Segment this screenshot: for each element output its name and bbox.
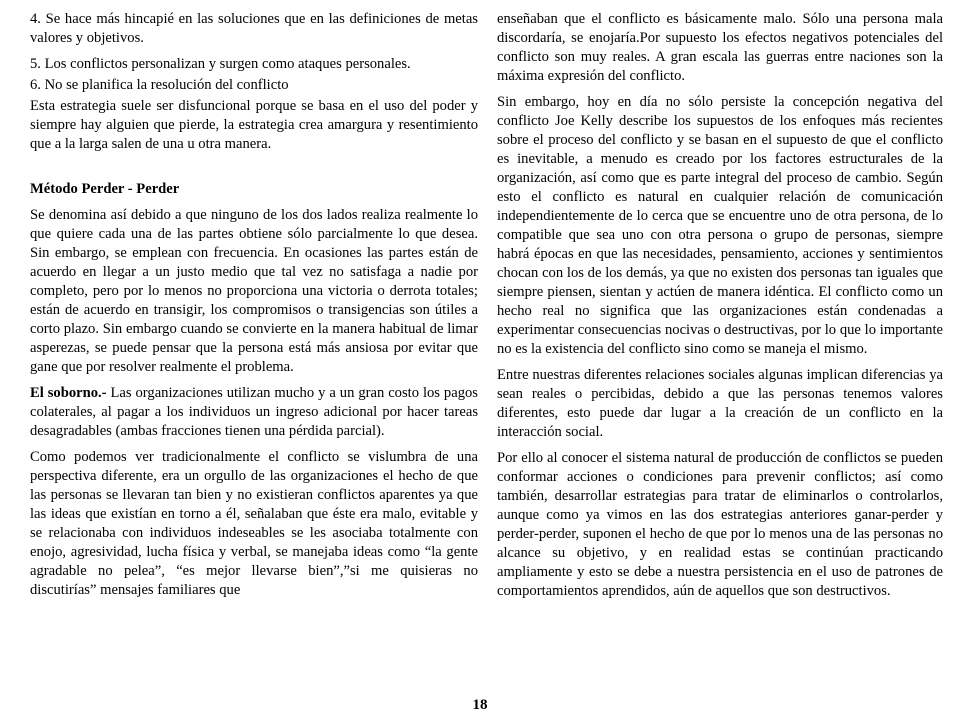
continuation-paragraph: enseñaban que el conflicto es básicamente malo. Sólo una persona mala discordaría, se enojaría.Por supuesto los efectos negativos potenciales del conflicto son muy reales. A gran escala las guerras entre naciones son la máxima expresión del conflicto. bbox=[497, 11, 943, 84]
prevention-paragraph: Por ello al conocer el sistema natural de producción de conflictos se pueden conformar acciones o condiciones para prevenir conflictos; así como también, desarrollar estrategias para tratar de eliminarlos o controlarlos, aunque como ya vimos en las dos estrategias anteriores ganar-perder y perder-perder, suponen el hecho de que por lo menos una de las personas no alcance su objetivo, y en realidad estas se continúan practicando ampliamente y esto se debe a nuestra persistencia en el uso de patrones de comportamientos aprendidos, aún de aquellos que son destructivos. bbox=[497, 450, 943, 599]
right-column bbox=[497, 10, 943, 608]
page-number: 18 bbox=[472, 697, 488, 713]
left-column bbox=[30, 10, 478, 607]
method-paragraph: Se denomina así debido a que ninguno de los dos lados realiza realmente lo que quiere cada una de las partes obtiene sólo parcialmente lo que desea. Sin embargo, se emplean con frecuencia. En ocasiones las partes están de acuerdo en llegar a un justo medio que tal vez no satisfaga a nadie por completo, pero por lo menos no proporciona una victoria o derrota totales; están de acuerdo en transigir, los compromisos o transigencias son útiles a corto plazo. Sin embargo cuando se convierte en la manera habitual de limar asperezas, se puede pensar que la persona está más ansiosa por evitar que gane que por resolver realmente el problema. bbox=[30, 207, 478, 375]
modern-view-paragraph: Sin embargo, hoy en día no sólo persiste la concepción negativa del conflicto Joe Kelly describe los supuestos de los enfoques más recientes sobre el proceso del conflicto y se basan en el supuesto de que el conflicto es inevitable, a menudo es creado por los factores estructurales de la organización, así como que es parte integral del proceso de cambio. Según esto el conflicto es natural en cualquier relación de comunicación independientemente de lo cerca que se encuentre uno de otra persona, de lo compatible que sea uno con otra persona o grupo de personas, siempre habrá épocas en que las necesidades, pensamiento, acciones y sentimientos chocan con los de los demás, ya que no existen dos personas tan iguales que siempre piensen, sientan y actúen de manera idéntica. El conflicto como un hecho real no significa que las organizaciones están condenadas a experimentar consecuencias nocivas o destructivas, por lo que lo importante no es la existencia del conflicto sino como se maneja el mismo. bbox=[497, 94, 943, 357]
relations-paragraph: Entre nuestras diferentes relaciones sociales algunas implican diferencias ya sean reales o percibidas, debido a que las personas tenemos valores diferentes, esto puede dar lugar a la creación de un conflicto en la interacción social. bbox=[497, 367, 943, 440]
list-item-6: 6. No se planifica la resolución del conflicto bbox=[30, 77, 289, 93]
soborno-title: El soborno.- bbox=[30, 385, 107, 401]
list-item-5: 5. Los conflictos personalizan y surgen como ataques personales. bbox=[30, 56, 411, 72]
section-heading-perder-perder: Método Perder - Perder bbox=[30, 181, 180, 197]
soborno-paragraph bbox=[30, 384, 478, 441]
soborno-text: Las organizaciones utilizan mucho y a un gran costo los pagos colaterales, al pagar a los individuos un ingreso adicional por hacer tareas desagradables (ambas fracciones tienen una pérdida parcial). bbox=[30, 385, 478, 439]
strategy-paragraph: Esta estrategia suele ser disfuncional porque se basa en el uso del poder y siempre hay alguien que pierde, la estrategia crea amargura y resentimiento que a la larga salen de una u otra manera. bbox=[30, 98, 478, 152]
list-item-4: 4. Se hace más hincapié en las soluciones que en las definiciones de metas valores y objetivos. bbox=[30, 11, 478, 46]
traditional-view-paragraph: Como podemos ver tradicionalmente el conflicto se vislumbra de una perspectiva diferente, era un orgullo de las organizaciones el hecho de que las personas se llevaran tan bien y no existieran conflictos aparentes ya que las ideas que existían en torno a él, señalaban que éste era malo, evitable y se relacionaba con individuos indeseables se les asociaba totalmente con enojo, agresividad, lucha física y verbal, se manejaba ideas como “la gente agradable no pelea”, “es mejor llevarse bien”,”si me quisieras no discutirías” mensajes familiares que bbox=[30, 449, 478, 598]
